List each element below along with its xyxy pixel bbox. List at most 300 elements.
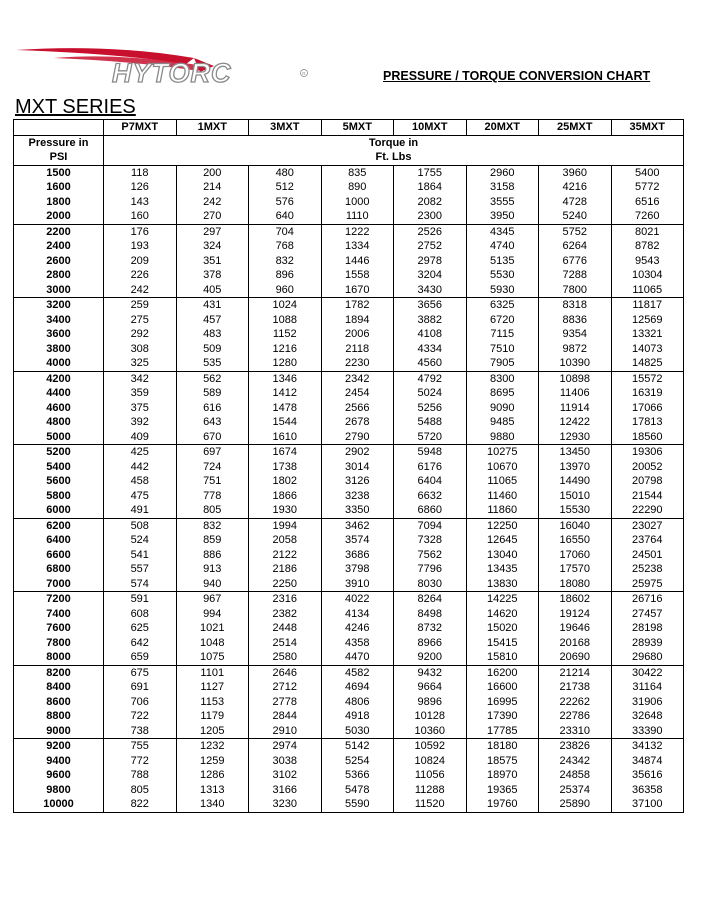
torque-cell: 351 [176, 254, 249, 269]
torque-cell: 9896 [394, 695, 467, 710]
torque-cell: 772 [104, 754, 177, 769]
table-row [14, 489, 684, 504]
torque-cell: 2902 [321, 445, 394, 460]
torque-cell: 2678 [321, 415, 394, 430]
series-title: MXT SERIES [15, 96, 136, 118]
torque-cell: 4728 [539, 195, 612, 210]
torque-cell: 23310 [539, 724, 612, 739]
torque-cell: 1755 [394, 165, 467, 180]
torque-cell: 10360 [394, 724, 467, 739]
table-row [14, 180, 684, 195]
torque-cell: 2646 [249, 665, 322, 680]
torque-cell: 15810 [466, 650, 539, 665]
torque-cell: 143 [104, 195, 177, 210]
table-row [14, 768, 684, 783]
torque-cell: 557 [104, 562, 177, 577]
torque-cell: 8030 [394, 577, 467, 592]
torque-cell: 1313 [176, 783, 249, 798]
svg-text:R: R [302, 71, 306, 76]
torque-cell: 17785 [466, 724, 539, 739]
torque-cell: 2960 [466, 165, 539, 180]
pressure-cell: 8200 [14, 665, 104, 680]
table-row [14, 636, 684, 651]
torque-cell: 8782 [611, 239, 684, 254]
torque-cell: 541 [104, 548, 177, 563]
torque-cell: 19760 [466, 797, 539, 812]
torque-cell: 16550 [539, 533, 612, 548]
table-row [14, 165, 684, 180]
torque-cell: 259 [104, 298, 177, 313]
torque-cell: 5530 [466, 268, 539, 283]
torque-cell: 30422 [611, 665, 684, 680]
torque-cell: 9880 [466, 430, 539, 445]
torque-cell: 7562 [394, 548, 467, 563]
column-header: P7MXT [104, 120, 177, 136]
torque-cell: 4792 [394, 371, 467, 386]
pressure-cell: 3200 [14, 298, 104, 313]
torque-cell: 27457 [611, 607, 684, 622]
torque-cell: 512 [249, 180, 322, 195]
torque-cell: 8695 [466, 386, 539, 401]
torque-cell: 2300 [394, 209, 467, 224]
torque-cell: 23826 [539, 739, 612, 754]
torque-cell: 8318 [539, 298, 612, 313]
pressure-cell: 9400 [14, 754, 104, 769]
torque-cell: 19365 [466, 783, 539, 798]
torque-cell: 896 [249, 268, 322, 283]
table-row [14, 195, 684, 210]
pressure-cell: 6400 [14, 533, 104, 548]
chart-title: PRESSURE / TORQUE CONVERSION CHART [383, 69, 651, 83]
torque-cell: 2712 [249, 680, 322, 695]
table-row [14, 592, 684, 607]
torque-cell: 835 [321, 165, 394, 180]
torque-cell: 6264 [539, 239, 612, 254]
torque-cell: 9485 [466, 415, 539, 430]
torque-cell: 3960 [539, 165, 612, 180]
torque-cell: 11520 [394, 797, 467, 812]
pressure-cell: 5400 [14, 460, 104, 475]
column-header: 35MXT [611, 120, 684, 136]
pressure-cell: 3000 [14, 283, 104, 298]
torque-cell: 1101 [176, 665, 249, 680]
torque-cell: 859 [176, 533, 249, 548]
torque-cell: 1558 [321, 268, 394, 283]
torque-cell: 23027 [611, 518, 684, 533]
torque-cell: 275 [104, 313, 177, 328]
torque-cell: 15010 [539, 489, 612, 504]
torque-cell: 392 [104, 415, 177, 430]
table-row [14, 298, 684, 313]
torque-cell: 2566 [321, 401, 394, 416]
torque-cell: 6176 [394, 460, 467, 475]
pressure-cell: 7000 [14, 577, 104, 592]
pressure-cell: 7800 [14, 636, 104, 651]
torque-cell: 22290 [611, 503, 684, 518]
torque-cell: 36358 [611, 783, 684, 798]
torque-cell: 4134 [321, 607, 394, 622]
torque-cell: 200 [176, 165, 249, 180]
torque-cell: 704 [249, 224, 322, 239]
torque-cell: 5142 [321, 739, 394, 754]
torque-cell: 832 [249, 254, 322, 269]
torque-cell: 16319 [611, 386, 684, 401]
torque-cell: 7094 [394, 518, 467, 533]
torque-cell: 24501 [611, 548, 684, 563]
torque-cell: 7510 [466, 342, 539, 357]
unit-header-row [14, 135, 684, 165]
torque-cell: 3038 [249, 754, 322, 769]
torque-cell: 616 [176, 401, 249, 416]
torque-cell: 5024 [394, 386, 467, 401]
torque-cell: 3574 [321, 533, 394, 548]
torque-cell: 11460 [466, 489, 539, 504]
torque-cell: 9543 [611, 254, 684, 269]
torque-cell: 375 [104, 401, 177, 416]
pressure-cell: 5800 [14, 489, 104, 504]
pressure-cell: 5200 [14, 445, 104, 460]
torque-cell: 21214 [539, 665, 612, 680]
torque-cell: 1446 [321, 254, 394, 269]
table-row [14, 754, 684, 769]
torque-cell: 1232 [176, 739, 249, 754]
torque-cell: 3158 [466, 180, 539, 195]
torque-cell: 8732 [394, 621, 467, 636]
torque-cell: 160 [104, 209, 177, 224]
torque-cell: 4582 [321, 665, 394, 680]
torque-cell: 2978 [394, 254, 467, 269]
torque-cell: 8836 [539, 313, 612, 328]
table-row [14, 474, 684, 489]
torque-cell: 3102 [249, 768, 322, 783]
torque-cell: 8966 [394, 636, 467, 651]
torque-cell: 6325 [466, 298, 539, 313]
torque-cell: 15572 [611, 371, 684, 386]
torque-cell: 409 [104, 430, 177, 445]
torque-cell: 5948 [394, 445, 467, 460]
torque-cell: 10304 [611, 268, 684, 283]
torque-cell: 19124 [539, 607, 612, 622]
torque-cell: 17066 [611, 401, 684, 416]
torque-cell: 4216 [539, 180, 612, 195]
torque-cell: 18970 [466, 768, 539, 783]
torque-cell: 21544 [611, 489, 684, 504]
torque-cell: 17060 [539, 548, 612, 563]
torque-cell: 12250 [466, 518, 539, 533]
pressure-cell: 2400 [14, 239, 104, 254]
torque-cell: 2122 [249, 548, 322, 563]
torque-cell: 11056 [394, 768, 467, 783]
torque-cell: 1000 [321, 195, 394, 210]
torque-cell: 12930 [539, 430, 612, 445]
torque-cell: 3230 [249, 797, 322, 812]
torque-cell: 2752 [394, 239, 467, 254]
torque-cell: 24342 [539, 754, 612, 769]
pressure-cell: 2200 [14, 224, 104, 239]
torque-cell: 1334 [321, 239, 394, 254]
table-row [14, 327, 684, 342]
torque-cell: 640 [249, 209, 322, 224]
column-header: 10MXT [394, 120, 467, 136]
torque-cell: 1216 [249, 342, 322, 357]
torque-cell: 5030 [321, 724, 394, 739]
pressure-cell: 3400 [14, 313, 104, 328]
table-row [14, 209, 684, 224]
torque-cell: 5772 [611, 180, 684, 195]
torque-cell: 2790 [321, 430, 394, 445]
torque-cell: 5478 [321, 783, 394, 798]
torque-cell: 13435 [466, 562, 539, 577]
torque-cell: 25238 [611, 562, 684, 577]
torque-cell: 2454 [321, 386, 394, 401]
torque-cell: 751 [176, 474, 249, 489]
torque-cell: 643 [176, 415, 249, 430]
torque-cell: 706 [104, 695, 177, 710]
pressure-cell: 6600 [14, 548, 104, 563]
torque-cell: 675 [104, 665, 177, 680]
torque-cell: 3910 [321, 577, 394, 592]
torque-cell: 960 [249, 283, 322, 298]
conversion-table [13, 119, 684, 813]
table-row [14, 650, 684, 665]
torque-cell: 9872 [539, 342, 612, 357]
column-header: 3MXT [249, 120, 322, 136]
torque-cell: 5752 [539, 224, 612, 239]
torque-cell: 625 [104, 621, 177, 636]
torque-cell: 270 [176, 209, 249, 224]
pressure-cell: 3600 [14, 327, 104, 342]
torque-cell: 2580 [249, 650, 322, 665]
table-row [14, 783, 684, 798]
torque-cell: 292 [104, 327, 177, 342]
pressure-cell: 4000 [14, 356, 104, 371]
torque-cell: 480 [249, 165, 322, 180]
torque-cell: 1280 [249, 356, 322, 371]
pressure-cell: 8400 [14, 680, 104, 695]
torque-cell: 8300 [466, 371, 539, 386]
torque-cell: 1152 [249, 327, 322, 342]
torque-cell: 226 [104, 268, 177, 283]
torque-cell: 2118 [321, 342, 394, 357]
torque-cell: 4470 [321, 650, 394, 665]
torque-cell: 4358 [321, 636, 394, 651]
column-header: 5MXT [321, 120, 394, 136]
torque-cell: 25374 [539, 783, 612, 798]
torque-cell: 6860 [394, 503, 467, 518]
torque-cell: 9090 [466, 401, 539, 416]
torque-cell: 8498 [394, 607, 467, 622]
torque-cell: 17390 [466, 709, 539, 724]
torque-cell: 1544 [249, 415, 322, 430]
torque-cell: 5256 [394, 401, 467, 416]
torque-cell: 5400 [611, 165, 684, 180]
table-row [14, 283, 684, 298]
torque-cell: 15530 [539, 503, 612, 518]
table-row [14, 562, 684, 577]
torque-cell: 18180 [466, 739, 539, 754]
torque-cell: 6516 [611, 195, 684, 210]
torque-cell: 308 [104, 342, 177, 357]
torque-cell: 7260 [611, 209, 684, 224]
torque-cell: 17570 [539, 562, 612, 577]
torque-cell: 642 [104, 636, 177, 651]
column-header: 1MXT [176, 120, 249, 136]
torque-cell: 2974 [249, 739, 322, 754]
torque-cell: 16040 [539, 518, 612, 533]
torque-cell: 25890 [539, 797, 612, 812]
table-row [14, 342, 684, 357]
torque-cell: 9432 [394, 665, 467, 680]
torque-cell: 31906 [611, 695, 684, 710]
torque-cell: 589 [176, 386, 249, 401]
torque-cell: 26716 [611, 592, 684, 607]
torque-cell: 13830 [466, 577, 539, 592]
torque-cell: 11406 [539, 386, 612, 401]
torque-cell: 5488 [394, 415, 467, 430]
table-row [14, 533, 684, 548]
torque-cell: 1866 [249, 489, 322, 504]
pressure-cell: 1600 [14, 180, 104, 195]
torque-cell: 16600 [466, 680, 539, 695]
torque-cell: 4806 [321, 695, 394, 710]
table-row [14, 503, 684, 518]
table-row [14, 518, 684, 533]
torque-cell: 1048 [176, 636, 249, 651]
table-row [14, 460, 684, 475]
table-row [14, 621, 684, 636]
torque-cell: 4108 [394, 327, 467, 342]
torque-cell: 18602 [539, 592, 612, 607]
torque-cell: 3166 [249, 783, 322, 798]
torque-cell: 242 [104, 283, 177, 298]
torque-cell: 6404 [394, 474, 467, 489]
torque-cell: 18560 [611, 430, 684, 445]
torque-cell: 34132 [611, 739, 684, 754]
torque-cell: 14620 [466, 607, 539, 622]
torque-cell: 4334 [394, 342, 467, 357]
torque-cell: 11065 [466, 474, 539, 489]
torque-cell: 1127 [176, 680, 249, 695]
table-row [14, 313, 684, 328]
torque-cell: 1222 [321, 224, 394, 239]
torque-cell: 7905 [466, 356, 539, 371]
torque-cell: 18080 [539, 577, 612, 592]
torque-cell: 509 [176, 342, 249, 357]
table-row [14, 797, 684, 812]
torque-cell: 574 [104, 577, 177, 592]
torque-cell: 1110 [321, 209, 394, 224]
torque-cell: 4694 [321, 680, 394, 695]
torque-cell: 2186 [249, 562, 322, 577]
torque-cell: 832 [176, 518, 249, 533]
pressure-cell: 6000 [14, 503, 104, 518]
torque-cell: 2342 [321, 371, 394, 386]
pressure-cell: 6800 [14, 562, 104, 577]
table-row [14, 239, 684, 254]
torque-cell: 13040 [466, 548, 539, 563]
torque-cell: 405 [176, 283, 249, 298]
pressure-cell: 9000 [14, 724, 104, 739]
torque-cell: 3126 [321, 474, 394, 489]
table-row [14, 356, 684, 371]
table-row [14, 415, 684, 430]
pressure-cell: 5600 [14, 474, 104, 489]
torque-cell: 1346 [249, 371, 322, 386]
pressure-cell: 8800 [14, 709, 104, 724]
torque-cell: 11860 [466, 503, 539, 518]
torque-cell: 1670 [321, 283, 394, 298]
torque-cell: 14825 [611, 356, 684, 371]
table-row [14, 268, 684, 283]
torque-cell: 913 [176, 562, 249, 577]
torque-cell: 890 [321, 180, 394, 195]
torque-cell: 591 [104, 592, 177, 607]
torque-cell: 342 [104, 371, 177, 386]
torque-cell: 2778 [249, 695, 322, 710]
torque-cell: 33390 [611, 724, 684, 739]
torque-cell: 886 [176, 548, 249, 563]
torque-cell: 378 [176, 268, 249, 283]
torque-cell: 1994 [249, 518, 322, 533]
torque-cell: 1674 [249, 445, 322, 460]
torque-cell: 738 [104, 724, 177, 739]
torque-cell: 3656 [394, 298, 467, 313]
torque-cell: 1894 [321, 313, 394, 328]
pressure-cell: 4200 [14, 371, 104, 386]
torque-cell: 16995 [466, 695, 539, 710]
pressure-cell: 2800 [14, 268, 104, 283]
torque-cell: 16200 [466, 665, 539, 680]
torque-cell: 2316 [249, 592, 322, 607]
torque-cell: 7288 [539, 268, 612, 283]
torque-cell: 967 [176, 592, 249, 607]
torque-cell: 1024 [249, 298, 322, 313]
torque-cell: 697 [176, 445, 249, 460]
torque-cell: 5135 [466, 254, 539, 269]
torque-cell: 35616 [611, 768, 684, 783]
torque-cell: 18575 [466, 754, 539, 769]
torque-cell: 3555 [466, 195, 539, 210]
torque-cell: 13970 [539, 460, 612, 475]
pressure-cell: 9600 [14, 768, 104, 783]
torque-cell: 242 [176, 195, 249, 210]
torque-cell: 3462 [321, 518, 394, 533]
torque-cell: 1478 [249, 401, 322, 416]
torque-cell: 8021 [611, 224, 684, 239]
torque-cell: 14073 [611, 342, 684, 357]
torque-cell: 3238 [321, 489, 394, 504]
torque-cell: 755 [104, 739, 177, 754]
torque-cell: 20168 [539, 636, 612, 651]
torque-cell: 1782 [321, 298, 394, 313]
torque-cell: 3430 [394, 283, 467, 298]
torque-cell: 1205 [176, 724, 249, 739]
torque-cell: 325 [104, 356, 177, 371]
torque-cell: 10824 [394, 754, 467, 769]
column-header-row [14, 120, 684, 136]
table-row [14, 680, 684, 695]
corner-cell [14, 120, 104, 136]
torque-cell: 425 [104, 445, 177, 460]
pressure-cell: 4600 [14, 401, 104, 416]
torque-cell: 9354 [539, 327, 612, 342]
torque-cell: 10670 [466, 460, 539, 475]
torque-cell: 10275 [466, 445, 539, 460]
torque-cell: 4740 [466, 239, 539, 254]
torque-cell: 22786 [539, 709, 612, 724]
torque-cell: 214 [176, 180, 249, 195]
torque-cell: 1179 [176, 709, 249, 724]
